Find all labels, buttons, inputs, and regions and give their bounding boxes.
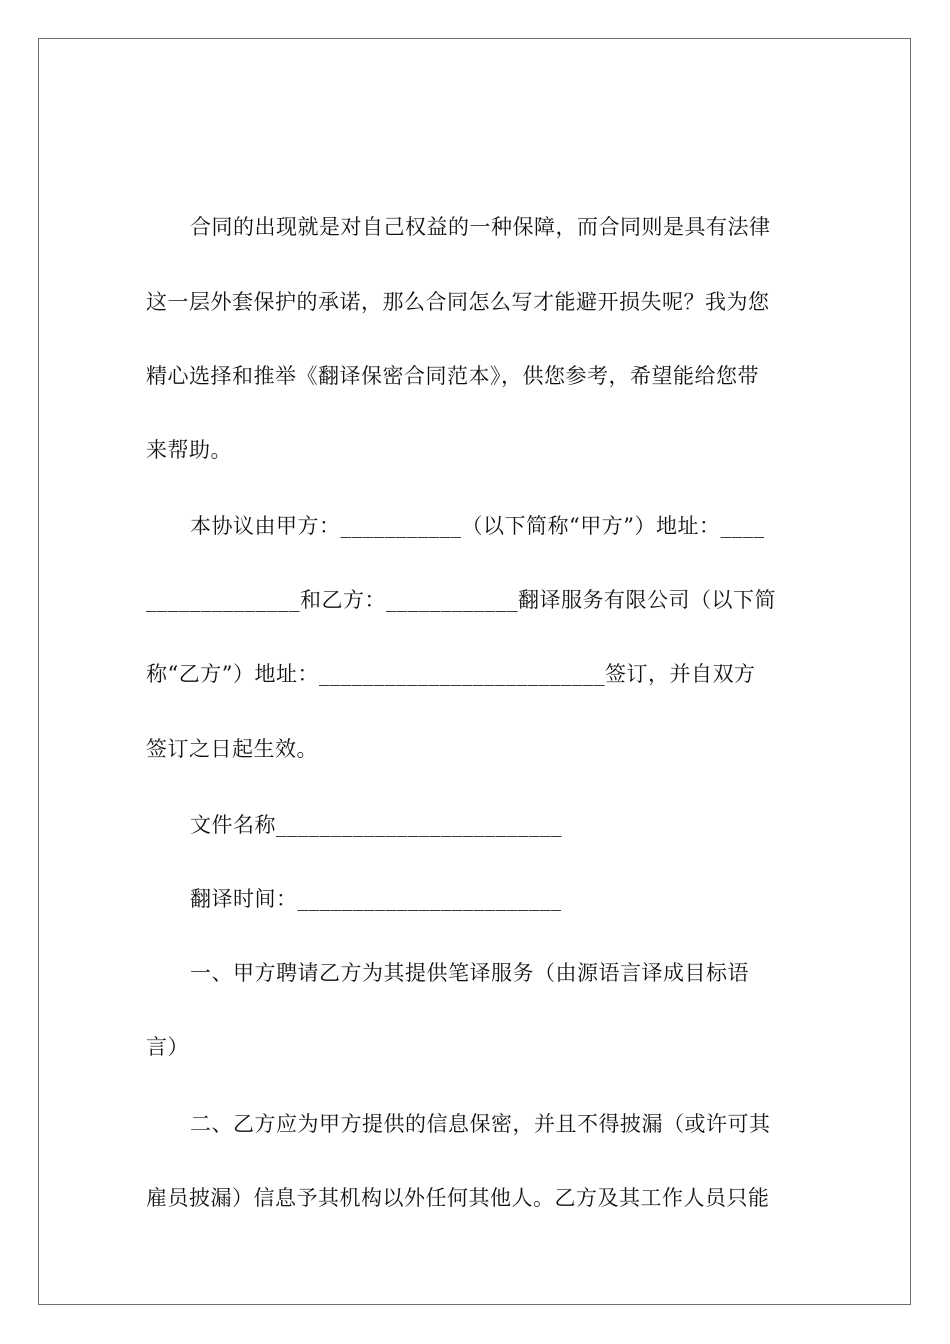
agreement-line-3: 称“乙方”）地址：__________________________签订，并自双方 xyxy=(146,662,756,686)
intro-line-2: 这一层外套保护的承诺，那么合同怎么写才能避开损失呢？我为您 xyxy=(146,290,770,314)
intro-line-1: 合同的出现就是对自己权益的一种保障，而合同则是具有法律 xyxy=(190,215,771,239)
intro-line-3: 精心选择和推举《翻译保密合同范本》，供您参考，希望能给您带 xyxy=(146,364,759,388)
agreement-line-1: 本协议由甲方：___________（以下简称“甲方”）地址：____ xyxy=(190,514,765,538)
clause-1-line-2: 言） xyxy=(146,1035,189,1059)
translation-time-field: 翻译时间：________________________ xyxy=(190,887,562,911)
file-name-field: 文件名称__________________________ xyxy=(190,813,562,837)
clause-2-line-1: 二、乙方应为甲方提供的信息保密，并且不得披漏（或许可其 xyxy=(190,1112,771,1136)
intro-line-4: 来帮助。 xyxy=(146,438,232,462)
agreement-line-4: 签订之日起生效。 xyxy=(146,737,318,761)
clause-1-line-1: 一、甲方聘请乙方为其提供笔译服务（由源语言译成目标语 xyxy=(190,961,749,985)
clause-2-line-2: 雇员披漏）信息予其机构以外任何其他人。乙方及其工作人员只能 xyxy=(146,1186,770,1210)
agreement-line-2: ______________和乙方：____________翻译服务有限公司（以下简 xyxy=(146,588,776,612)
